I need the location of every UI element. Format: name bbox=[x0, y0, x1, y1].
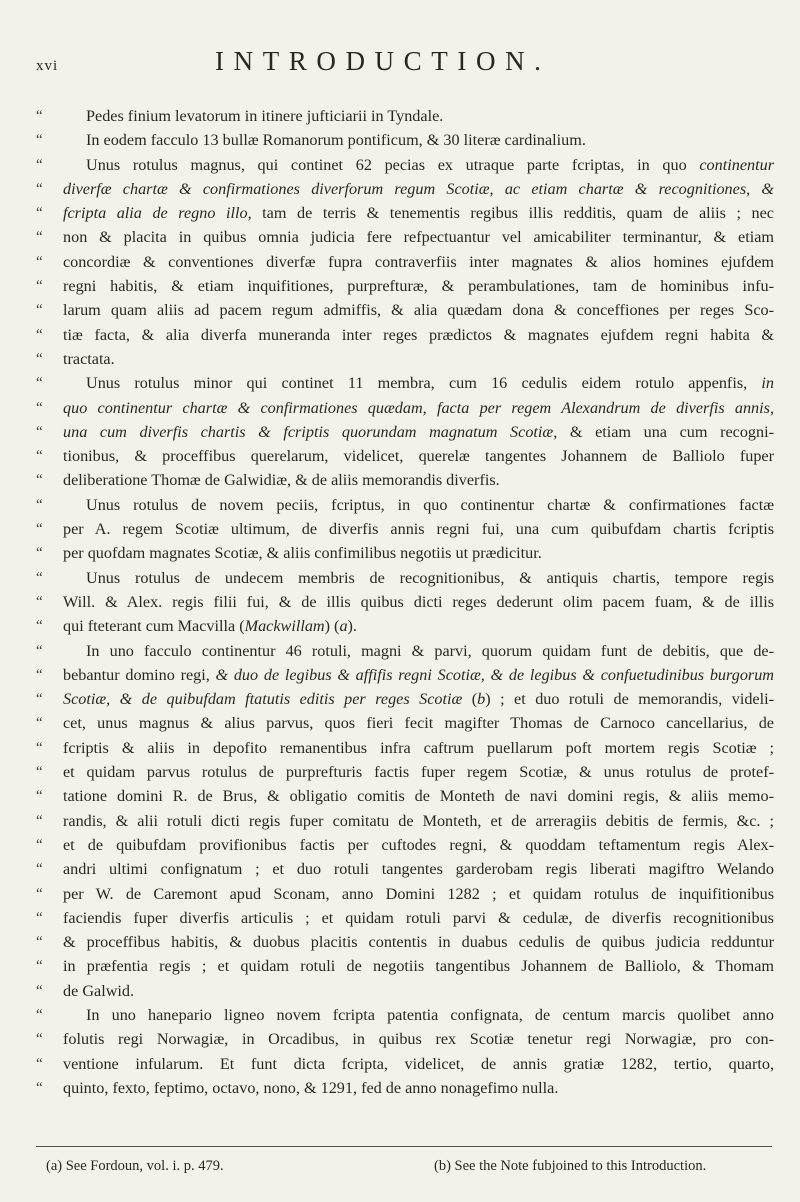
quote-mark: “ bbox=[36, 1006, 43, 1023]
line-text: deliberatione Thomæ de Galwidiæ, & de aliis memorandis diverfis. bbox=[63, 471, 500, 490]
text-line bbox=[36, 1003, 774, 1027]
text-line bbox=[36, 566, 774, 590]
text-line bbox=[36, 1027, 774, 1051]
line-text: Unus rotulus magnus, qui continet 62 pecias ex utraque parte fcriptas, in quo continentur bbox=[86, 155, 774, 174]
text-line bbox=[36, 882, 774, 906]
text-line bbox=[36, 128, 774, 152]
line-text: bebantur domino regi, & duo de legibus & affifis regni Scotiæ, & de legibus & confuetudinibus burgorum bbox=[63, 665, 774, 684]
text-line bbox=[36, 1076, 774, 1100]
text-line bbox=[36, 323, 774, 347]
text-line bbox=[36, 153, 774, 177]
quote-mark: “ bbox=[36, 180, 43, 197]
text-line bbox=[36, 809, 774, 833]
text-line bbox=[36, 420, 774, 444]
footnote-rule bbox=[36, 1146, 772, 1147]
quote-mark: “ bbox=[36, 545, 43, 562]
text-line bbox=[36, 517, 774, 541]
line-text: cet, unus magnus & alius parvus, quos fieri fecit magifter Thomas de Carnoco cancellarius, de bbox=[63, 714, 774, 733]
text-line bbox=[36, 371, 774, 395]
line-text: andri ultimi confignatum ; et duo rotuli tangentes garderobam regis liberati magiftro Welando bbox=[63, 860, 774, 879]
line-text: Unus rotulus de undecem membris de recognitionibus, & antiquis chartis, tempore regis bbox=[86, 568, 774, 587]
quote-mark: “ bbox=[36, 156, 43, 173]
text-line bbox=[36, 250, 774, 274]
line-text: randis, & alii rotuli dicti regis fuper comitatu de Monteth, et de arreragiis debitis de fermis, &c. ; bbox=[63, 811, 774, 830]
page-folio: xvi bbox=[36, 58, 59, 74]
text-line bbox=[36, 347, 774, 371]
line-text: quinto, fexto, feptimo, octavo, nono, & 1291, fed de anno nonagefimo nulla. bbox=[63, 1078, 559, 1097]
quote-mark: “ bbox=[36, 278, 43, 295]
text-line bbox=[36, 979, 774, 1003]
text-line bbox=[36, 104, 774, 128]
text-line bbox=[36, 639, 774, 663]
line-text: In eodem facculo 13 bullæ Romanorum pontificum, & 30 literæ cardinalium. bbox=[86, 131, 586, 150]
line-text: In uno facculo continentur 46 rotuli, magni & parvi, quorum quidam funt de debitis, que de- bbox=[86, 641, 774, 660]
text-line bbox=[36, 687, 774, 711]
line-text: quo continentur chartæ & confirmationes quædam, facta per regem Alexandrum de diverfis annis, bbox=[63, 398, 774, 417]
quote-mark: “ bbox=[36, 521, 43, 538]
quote-mark: “ bbox=[36, 885, 43, 902]
quote-mark: “ bbox=[36, 812, 43, 829]
line-text: Scotiæ, & de quibufdam ftatutis editis per reges Scotiæ (b) ; et duo rotuli de memorandis, videli- bbox=[63, 690, 774, 709]
line-text: fcriptis & aliis in depofito remanentibus infra caftrum puellarum poft mortem regis Scotiæ ; bbox=[63, 738, 774, 757]
line-text: Will. & Alex. regis filii fui, & de illis quibus dicti reges dederunt olim pacem fuam, & de illis bbox=[63, 592, 774, 611]
quote-mark: “ bbox=[36, 423, 43, 440]
line-text: tionibus, & proceffibus querelarum, videlicet, querelæ tangentes Johannem de Balliolo fuper bbox=[63, 447, 774, 466]
main-text bbox=[36, 104, 774, 1100]
text-line bbox=[36, 396, 774, 420]
line-text: per A. regem Scotiæ ultimum, de diverfis annis regni fui, una cum quibufdam chartis fcriptis bbox=[63, 520, 774, 539]
text-line bbox=[36, 711, 774, 735]
text-line bbox=[36, 784, 774, 808]
quote-mark: “ bbox=[36, 132, 43, 149]
quote-mark: “ bbox=[36, 569, 43, 586]
line-text: et de quibufdam provifionibus factis per cuftodes regni, & quoddam teftamentum regis Alex- bbox=[63, 835, 774, 854]
line-text: larum quam aliis ad pacem regum admiffis, & alia quædam dona & conceffiones per reges Sco- bbox=[63, 301, 774, 320]
quote-mark: “ bbox=[36, 496, 43, 513]
quote-mark: “ bbox=[36, 472, 43, 489]
quote-mark: “ bbox=[36, 715, 43, 732]
line-text: tiæ facta, & alia diverfa muneranda inter reges prædictos & magnates ejufdem regni habita & bbox=[63, 325, 774, 344]
text-line bbox=[36, 833, 774, 857]
text-line bbox=[36, 493, 774, 517]
quote-mark: “ bbox=[36, 350, 43, 367]
text-line bbox=[36, 201, 774, 225]
text-line bbox=[36, 590, 774, 614]
quote-mark: “ bbox=[36, 1031, 43, 1048]
text-line bbox=[36, 298, 774, 322]
quote-mark: “ bbox=[36, 836, 43, 853]
footnote-b: (b) See the Note fubjoined to this Introduction. bbox=[434, 1158, 707, 1174]
quote-mark: “ bbox=[36, 448, 43, 465]
line-text: ventione infularum. Et funt dicta fcripta, videlicet, de annis gratiæ 1282, tertio, quarto, bbox=[63, 1054, 774, 1073]
quote-mark: “ bbox=[36, 788, 43, 805]
text-line bbox=[36, 177, 774, 201]
text-line bbox=[36, 736, 774, 760]
text-line bbox=[36, 760, 774, 784]
line-text: per W. de Caremont apud Sconam, anno Domini 1282 ; et quidam rotulus de inquifitionibus bbox=[63, 884, 774, 903]
text-line bbox=[36, 906, 774, 930]
line-text: tractata. bbox=[63, 349, 115, 368]
line-text: diverfæ chartæ & confirmationes diverforum regum Scotiæ, ac etiam chartæ & recognitiones, & bbox=[63, 179, 774, 198]
text-line bbox=[36, 663, 774, 687]
quote-mark: “ bbox=[36, 618, 43, 635]
line-text: de Galwid. bbox=[63, 981, 135, 1000]
text-line bbox=[36, 444, 774, 468]
running-head: INTRODUCTION. bbox=[215, 46, 551, 76]
text-line bbox=[36, 930, 774, 954]
line-text: per quofdam magnates Scotiæ, & aliis confimilibus negotiis ut prædicitur. bbox=[63, 544, 542, 563]
quote-mark: “ bbox=[36, 108, 43, 124]
text-line bbox=[36, 614, 774, 638]
quote-mark: “ bbox=[36, 764, 43, 781]
quote-mark: “ bbox=[36, 229, 43, 246]
line-text: In uno hanepario ligneo novem fcripta patentia confignata, de centum marcis quolibet anno bbox=[86, 1005, 774, 1024]
quote-mark: “ bbox=[36, 691, 43, 708]
quote-mark: “ bbox=[36, 1079, 43, 1096]
text-line bbox=[36, 274, 774, 298]
quote-mark: “ bbox=[36, 909, 43, 926]
line-text: et quidam parvus rotulus de purprefturis factis fuper regem Scotiæ, & unus rotulus de protef- bbox=[63, 763, 774, 782]
quote-mark: “ bbox=[36, 593, 43, 610]
quote-mark: “ bbox=[36, 399, 43, 416]
line-text: regni habitis, & etiam inquifitiones, purprefturæ, & perambulationes, tam de hominibus infu- bbox=[63, 277, 774, 296]
quote-mark: “ bbox=[36, 205, 43, 222]
text-line bbox=[36, 954, 774, 978]
line-text: Pedes finium levatorum in itinere jufticiarii in Tyndale. bbox=[86, 107, 444, 125]
footnote-a: (a) See Fordoun, vol. i. p. 479. bbox=[46, 1158, 224, 1174]
line-text: Unus rotulus minor qui continet 11 membra, cum 16 cedulis eidem rotulo appenfis, in bbox=[86, 374, 774, 393]
quote-mark: “ bbox=[36, 739, 43, 756]
quote-mark: “ bbox=[36, 326, 43, 343]
text-line bbox=[36, 225, 774, 249]
quote-mark: “ bbox=[36, 958, 43, 975]
text-line bbox=[36, 468, 774, 492]
quote-mark: “ bbox=[36, 666, 43, 683]
line-text: tatione domini R. de Brus, & obligatio comitis de Monteth de navi domini regis, & aliis memo- bbox=[63, 787, 774, 806]
line-text: una cum diverfis chartis & fcriptis quorundam magnatum Scotiæ, & etiam una cum recogni- bbox=[63, 422, 775, 441]
line-text: faciendis fuper diverfis articulis ; et quidam rotuli parvi & cedulæ, de diverfis recognitionibus bbox=[63, 908, 774, 927]
line-text: in præfentia regis ; et quidam rotuli de negotiis tangentibus Johannem de Balliolo, & Thomam bbox=[63, 957, 774, 976]
text-line bbox=[36, 1052, 774, 1076]
quote-mark: “ bbox=[36, 302, 43, 319]
text-line bbox=[36, 857, 774, 881]
quote-mark: “ bbox=[36, 982, 43, 999]
line-text: qui fteterant cum Macvilla (Mackwillam) (a). bbox=[63, 617, 357, 636]
quote-mark: “ bbox=[36, 1055, 43, 1072]
quote-mark: “ bbox=[36, 934, 43, 951]
line-text: & proceffibus habitis, & duobus placitis contentis in duabus cedulis de quibus judicia redduntur bbox=[63, 933, 774, 952]
quote-mark: “ bbox=[36, 375, 43, 392]
line-text: folutis regi Norwagiæ, in Orcadibus, in quibus rex Scotiæ tenetur regi Norwagiæ, pro con- bbox=[63, 1030, 774, 1049]
line-text: Unus rotulus de novem peciis, fcriptus, in quo continentur chartæ & confirmationes factæ bbox=[86, 495, 774, 514]
quote-mark: “ bbox=[36, 861, 43, 878]
quote-mark: “ bbox=[36, 253, 43, 270]
line-text: non & placita in quibus omnia judicia fere refpectuantur vel amicabiliter terminantur, & etiam bbox=[63, 228, 774, 247]
quote-mark: “ bbox=[36, 642, 43, 659]
text-line bbox=[36, 541, 774, 565]
line-text: fcripta alia de regno illo, tam de terris & tenementis regibus illis redditis, quam de aliis ; nec bbox=[63, 204, 774, 223]
line-text: concordiæ & conventiones diverfæ fupra contraverfiis inter magnates & alios homines ejufdem bbox=[63, 252, 774, 271]
